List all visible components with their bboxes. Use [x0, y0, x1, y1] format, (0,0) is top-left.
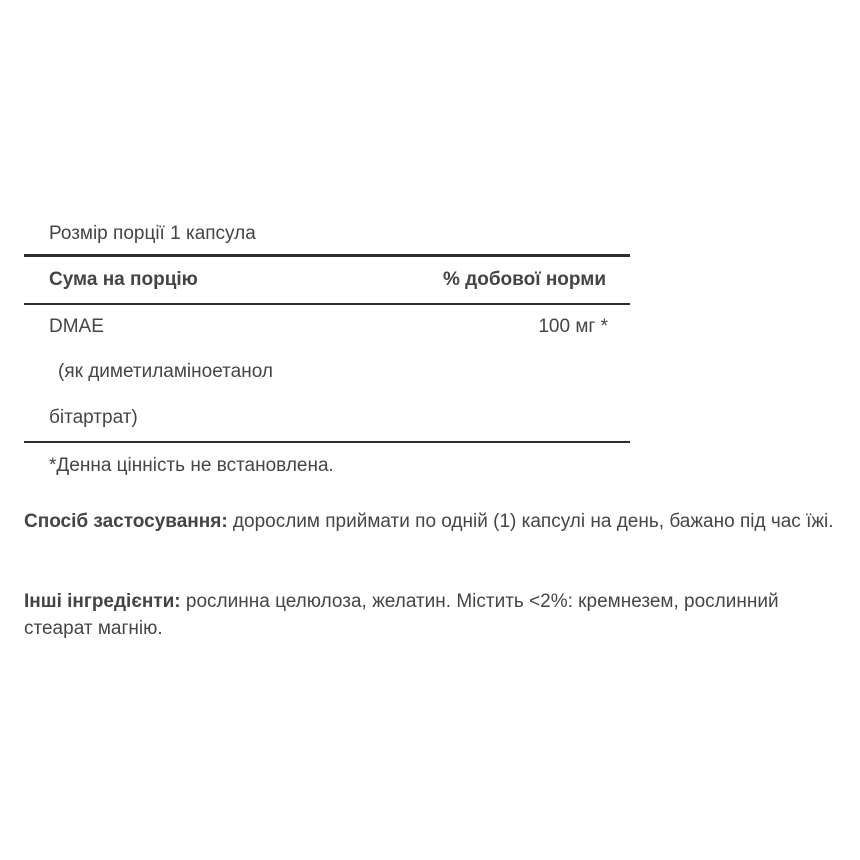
other-ingredients-text: рослинна целюлоза, желатин. Містить <2%: кремнезем, рослинний стеарат магнію. — [24, 591, 779, 639]
other-ingredients-label: Інші інгредієнти: — [24, 591, 181, 612]
daily-value-header: % добової норми — [442, 269, 606, 290]
amount-per-serving-header: Сума на порцію — [49, 269, 198, 290]
other-ingredients-paragraph — [24, 588, 844, 642]
usage-paragraph — [24, 508, 844, 535]
usage-label: Спосіб застосування: — [24, 511, 228, 532]
supplement-facts-panel — [24, 214, 630, 487]
facts-header-row — [24, 257, 630, 303]
daily-value-footnote: *Денна цінність не встановлена. — [49, 455, 334, 476]
serving-size: Розмір порції 1 капсула — [49, 223, 256, 244]
ingredient-note-line1: (як диметиламіноетанол — [58, 361, 273, 382]
ingredient-note-line2: бітартрат) — [49, 407, 138, 428]
usage-text: дорослим приймати по одній (1) капсулі на день, бажано під час їжі. — [227, 511, 834, 532]
ingredient-row — [24, 305, 630, 349]
ingredient-name: DMAE — [49, 316, 104, 337]
ingredient-amount: 100 мг * — [538, 316, 608, 337]
